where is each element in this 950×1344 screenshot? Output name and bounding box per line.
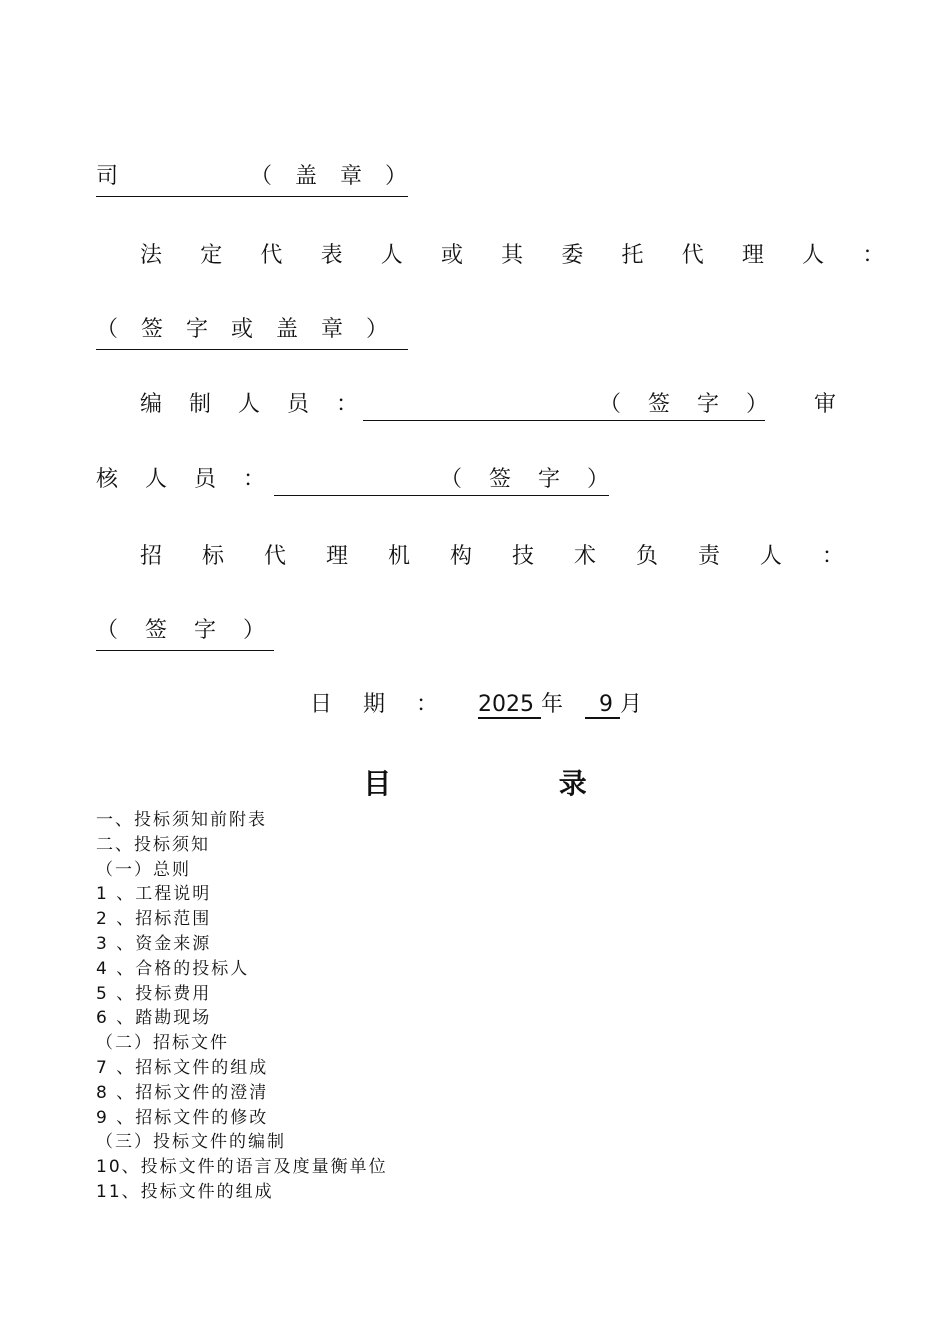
date-line — [310, 690, 642, 720]
toc-item[interactable]: 5 、投标费用 — [96, 983, 212, 1004]
toc-item[interactable]: 6 、踏勘现场 — [96, 1008, 212, 1029]
company-suffix: 司 — [96, 164, 119, 189]
date-year-unit: 年 — [540, 692, 563, 717]
toc-item[interactable]: 2 、招标范围 — [96, 909, 212, 930]
toc-item[interactable]: 8 、招标文件的澄清 — [96, 1082, 269, 1103]
legal-rep-label: 法 定 代 表 人 或 其 委 托 代 理 人 ： — [140, 243, 895, 268]
date-month: 9 — [585, 692, 620, 717]
agency-label: 招 标 代 理 机 构 技 术 负 责 人 ： — [140, 544, 856, 569]
legal-rep-signature-line: （ 签 字 或 盖 章 ） — [96, 315, 408, 350]
reviewer-prefix: 审 — [813, 392, 836, 417]
toc-item[interactable]: 一、投标须知前附表 — [96, 810, 267, 830]
toc-title-left: 目 — [363, 767, 392, 800]
toc-item[interactable]: 11、投标文件的组成 — [96, 1181, 274, 1202]
seal-note: （ 盖 章 ） — [250, 164, 415, 189]
toc-item[interactable]: （二）招标文件 — [96, 1033, 229, 1054]
toc-item[interactable]: （一）总则 — [96, 859, 191, 880]
toc-item[interactable]: 3 、资金来源 — [96, 933, 212, 954]
reviewer-signature-field: （ 签 字 ） — [274, 465, 609, 496]
toc-list — [96, 808, 388, 1205]
editor-signature-field: （ 签 字 ） — [363, 390, 765, 421]
editor-line — [140, 390, 836, 420]
toc-item[interactable]: 10、投标文件的语言及度量衡单位 — [96, 1157, 388, 1178]
reviewer-label: 核 人 员 ： — [96, 467, 275, 492]
toc-item[interactable]: 1 、工程说明 — [96, 884, 212, 905]
editor-label: 编 制 人 员 ： — [140, 392, 368, 417]
toc-item[interactable]: 4 、合格的投标人 — [96, 958, 250, 979]
agency-signature-line: （ 签 字 ） — [96, 616, 274, 651]
company-seal-line — [96, 162, 415, 197]
date-month-unit: 月 — [619, 692, 642, 717]
toc-title — [0, 764, 950, 804]
toc-item[interactable]: （三）投标文件的编制 — [96, 1132, 286, 1153]
toc-item[interactable]: 7 、招标文件的组成 — [96, 1057, 269, 1078]
date-label: 日 期 ： — [310, 692, 450, 717]
toc-item[interactable]: 9 、招标文件的修改 — [96, 1107, 269, 1128]
date-year: 2025 — [478, 692, 541, 717]
toc-item[interactable]: 二、投标须知 — [96, 834, 210, 855]
reviewer-line — [96, 465, 619, 495]
toc-title-right: 录 — [558, 767, 587, 800]
